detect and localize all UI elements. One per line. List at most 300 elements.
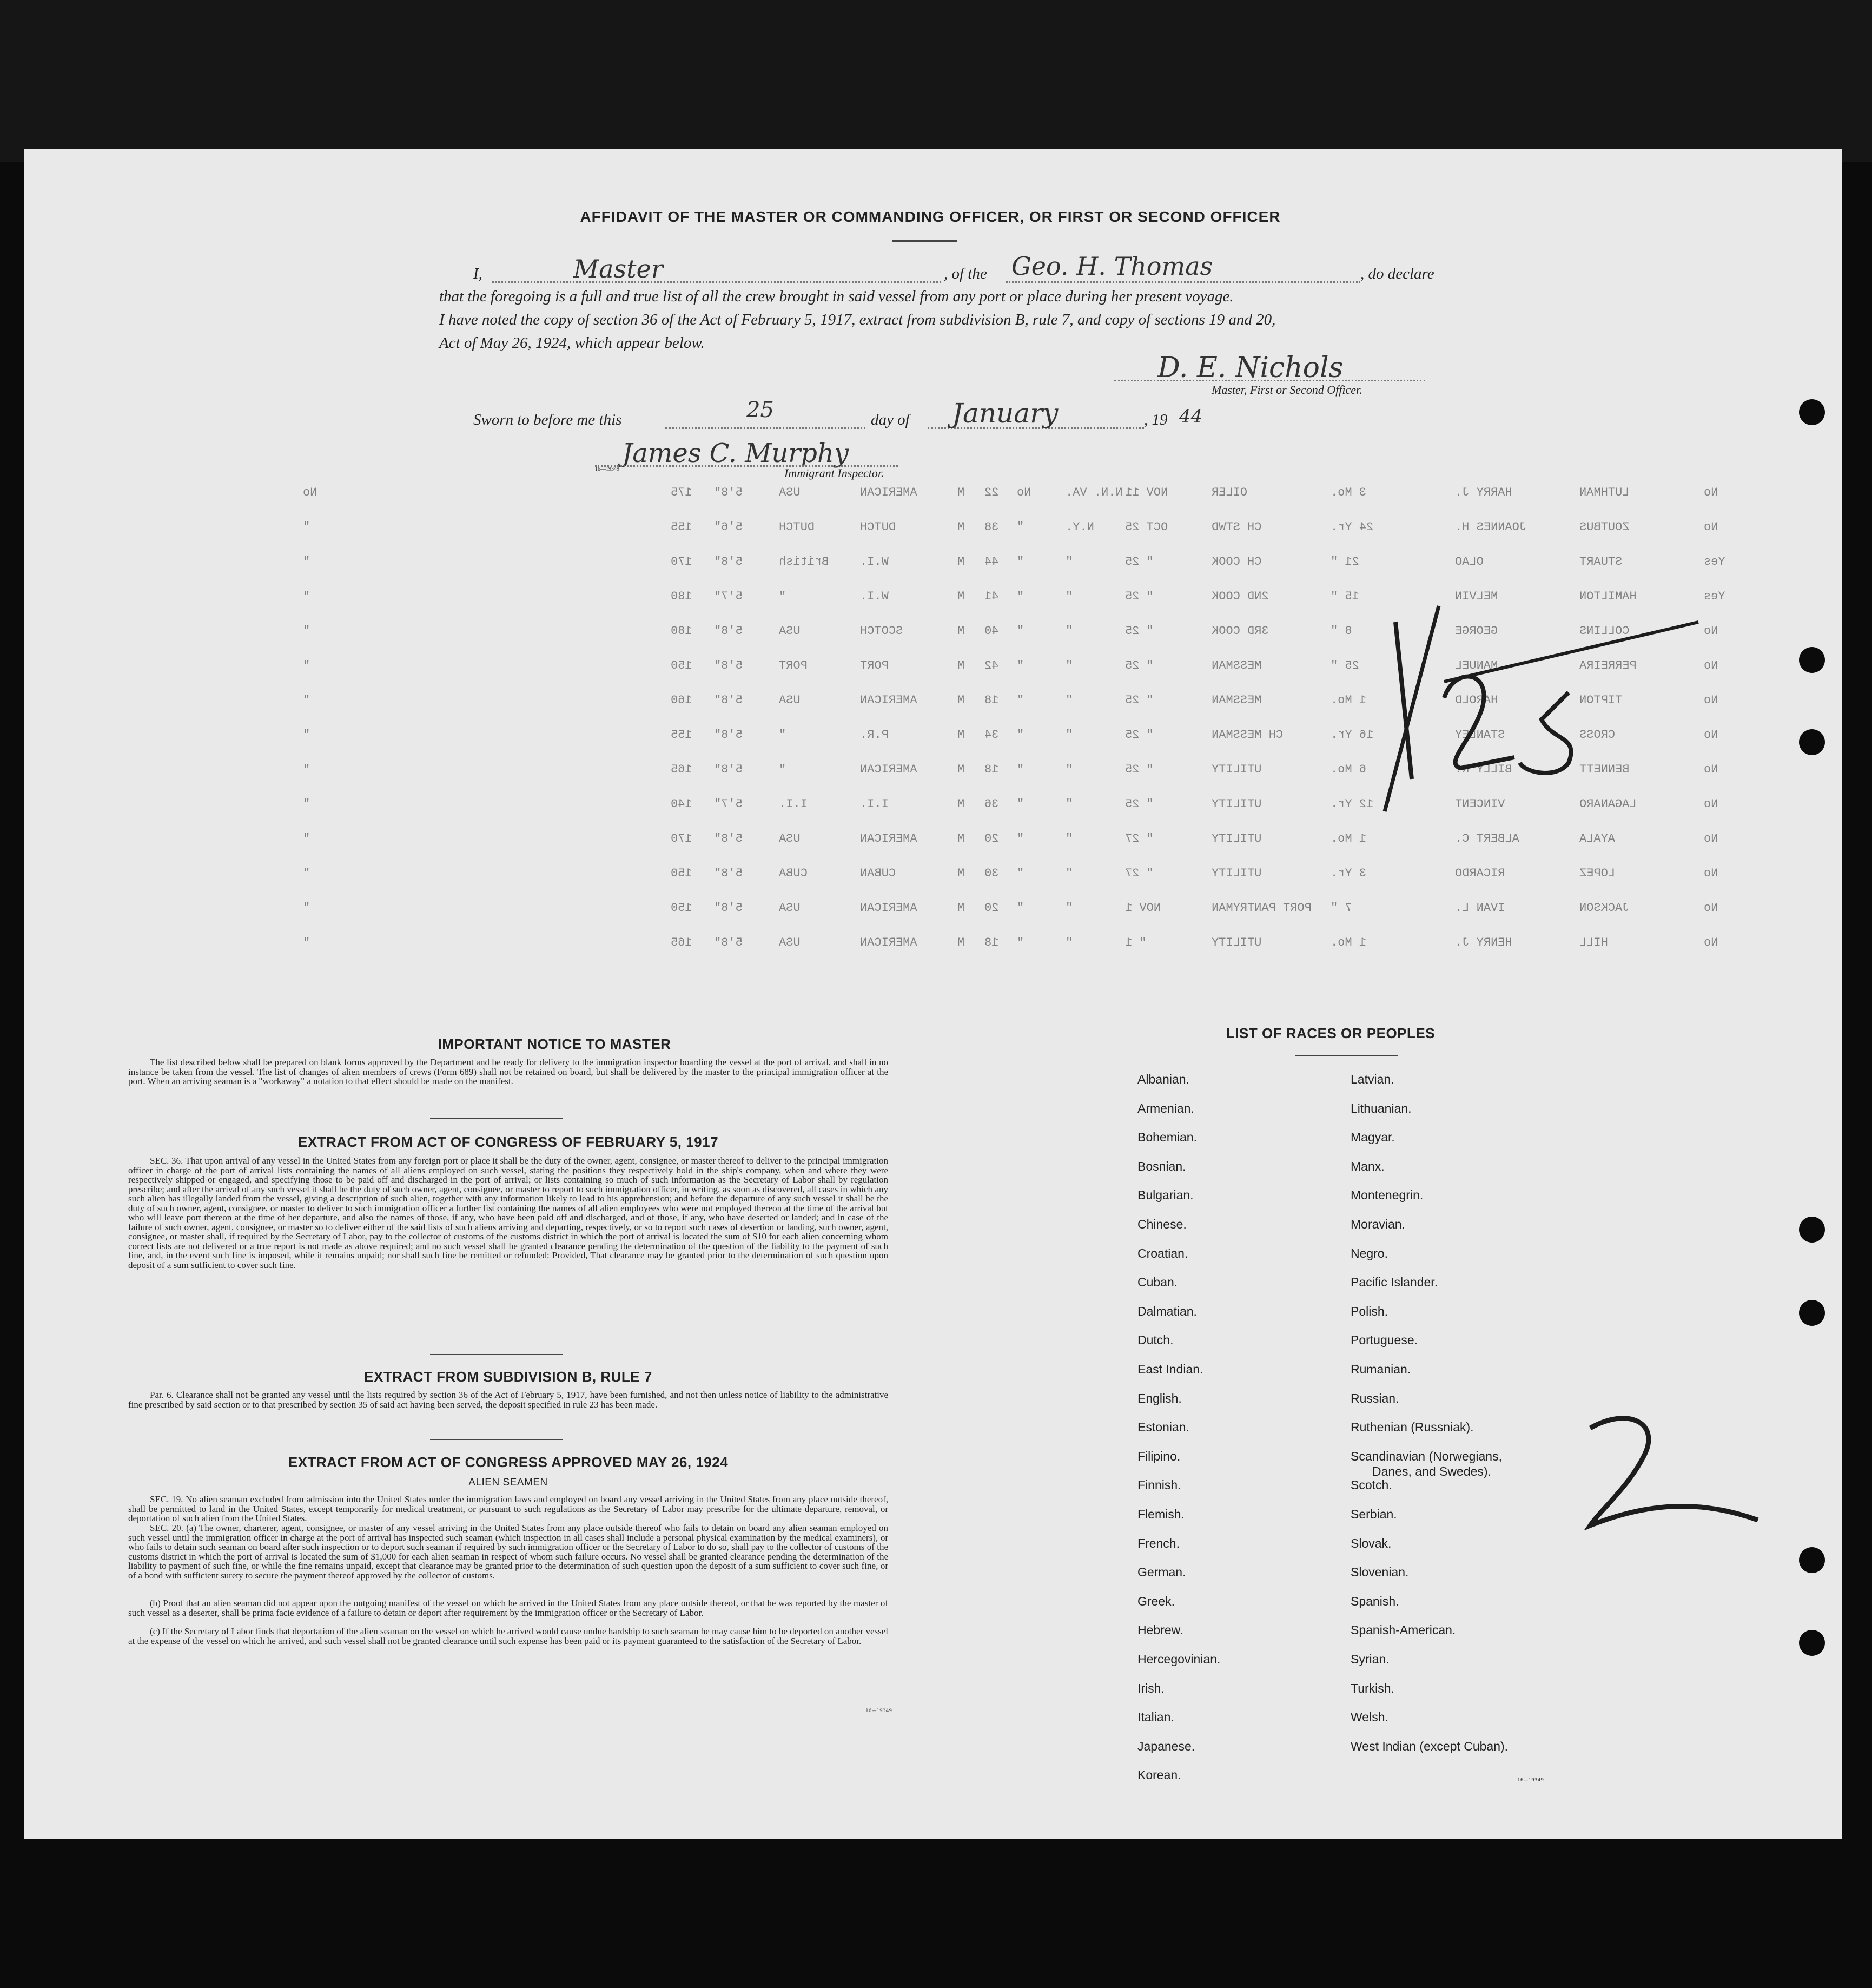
crew-cell: 5'8" [714,867,743,880]
race-item: Chinese. [1137,1217,1187,1231]
sworn-day: 25 [746,398,774,422]
inspector-caption: Immigrant Inspector. [784,466,884,480]
race-item: Magyar. [1351,1130,1395,1145]
crew-cell: M [957,590,965,603]
race-item: Croatian. [1137,1246,1188,1260]
crew-cell: 5'8" [714,936,743,949]
race-item: Manx. [1351,1159,1385,1173]
crew-cell: 150 [671,659,692,672]
crew-cell: " 25 [1125,624,1154,638]
crew-cell: PERREIRA [1579,659,1637,672]
crew-cell: MANUEL [1455,659,1498,672]
crew-cell: 5'8" [714,832,743,846]
crew-cell: AMERICAN [860,832,917,846]
crew-cell: W.I. [860,590,889,603]
crew-cell: MESSMAN [1212,694,1262,707]
sworn-day-line [665,426,865,429]
crew-cell: USA [779,936,801,949]
race-item: Spanish-American. [1351,1623,1456,1637]
crew-cell: 3RD COOK [1212,624,1269,638]
crew-cell: 6 Mo. [1331,763,1367,776]
crew-cell: " 27 [1125,832,1154,846]
crew-cell: 16 Yr. [1331,728,1374,742]
crew-cell: " [1017,520,1024,534]
crew-cell: " [303,659,310,672]
film-border-top [0,0,1872,162]
crew-cell: USA [779,901,801,915]
crew-cell: " [303,728,310,742]
crew-cell: ALBERT C. [1455,832,1519,846]
year-suffix: 44 [1179,406,1203,427]
crew-cell: " [1017,936,1024,949]
crew-cell: PORT PANTRYMAN [1212,901,1312,915]
race-item: Irish. [1137,1681,1165,1695]
crew-cell: AMERICAN [860,763,917,776]
race-item: Dutch. [1137,1333,1174,1348]
crew-cell: HAMILTON [1579,590,1637,603]
crew-cell: " [1066,867,1073,880]
extract-1924-subheading: ALIEN SEAMEN [468,1477,548,1488]
crew-cell: M [957,694,965,707]
crew-cell: 165 [671,763,692,776]
crew-cell: MELVIN [1455,590,1498,603]
crew-cell: 3 Yr. [1331,867,1367,880]
crew-cell: 5'6" [714,520,743,534]
race-item: Russian. [1351,1391,1399,1405]
crew-cell: I.I. [860,797,889,811]
inspector-signature: James C. Murphy [622,438,849,468]
crew-cell: CH COOK [1212,555,1262,569]
crew-row [292,520,1742,537]
extract-1924-heading: EXTRACT FROM ACT OF CONGRESS APPROVED MAY 26, 1924 [288,1454,729,1470]
crew-cell: I.I. [779,797,808,811]
crew-cell: 5'8" [714,694,743,707]
crew-cell: " [1066,763,1073,776]
crew-cell: M [957,867,965,880]
crew-cell: VINCENT [1455,797,1505,811]
crew-cell: AMERICAN [860,486,917,499]
race-item: Flemish. [1137,1507,1185,1521]
crew-cell: " [303,520,310,534]
crew-cell: 1 Mo. [1331,694,1367,707]
crew-cell: 180 [671,590,692,603]
race-item: Latvian. [1351,1072,1394,1086]
race-item: Lithuanian. [1351,1101,1412,1115]
crew-cell: P.R. [860,728,889,742]
crew-row [292,832,1742,848]
crew-cell: UTILITY [1212,797,1262,811]
crew-cell: MESSMAN [1212,659,1262,672]
crew-cell: " [1066,797,1073,811]
crew-cell: 38 [984,520,999,534]
crew-cell: No [1704,832,1718,846]
race-item: English. [1137,1391,1182,1405]
crew-cell: " [303,624,310,638]
punch-hole [1799,1300,1825,1326]
crew-cell: 5'8" [714,763,743,776]
crew-cell: CUBAN [860,867,896,880]
crew-cell: CROSS [1579,728,1616,742]
crew-cell: 34 [984,728,999,742]
sworn-month: January [952,398,1059,429]
crew-cell: LOPEZ [1579,867,1616,880]
crew-cell: UTILITY [1212,936,1262,949]
race-item: French. [1137,1536,1180,1550]
crew-cell: " [1017,901,1024,915]
punch-hole [1799,729,1825,755]
crew-cell: No [1704,936,1718,949]
crew-cell: 18 [984,694,999,707]
crew-cell: " [779,763,786,776]
crew-cell: M [957,486,965,499]
crew-cell: 5'8" [714,901,743,915]
extract-rule7-text: Par. 6. Clearance shall not be granted any vessel until the lists required by section 36 of the Act of February 5, 1917, have been furnished, and not then unless notice of liability to the administrative fine prescribed by said section or to that prescribed by section 35 of said act having been served, the deposit specified in rule 23 has been made. [128,1390,888,1410]
vessel-handwritten: Geo. H. Thomas [1011,252,1213,281]
race-item: East Indian. [1137,1362,1203,1376]
crew-cell: " [1066,901,1073,915]
crew-cell: 150 [671,867,692,880]
crew-cell: " 25 [1125,555,1154,569]
crew-cell: 1 Mo. [1331,832,1367,846]
affidavit-form-number: 16—19349 [595,466,619,472]
race-item: Rumanian. [1351,1362,1411,1376]
crew-cell: " [303,832,310,846]
affidavit-line-1: that the foregoing is a full and true list of all the crew brought in said vessel from any port or place during her present voyage. [439,288,1234,305]
crew-cell: " [1017,797,1024,811]
crew-cell: ZOUTBUS [1579,520,1630,534]
race-item: Albanian. [1137,1072,1189,1086]
race-item: Montenegrin. [1351,1188,1424,1203]
crew-row [292,901,1742,917]
crew-cell: No [1704,728,1718,742]
crew-cell: 1 Mo. [1331,936,1367,949]
crew-row [292,486,1742,502]
race-item: Syrian. [1351,1652,1390,1666]
extract-1924-sec20b: (b) Proof that an alien seaman did not appear upon the outgoing manifest of the vessel on which he arrived in the United States from any place outside thereof, or that he was reported by the master of such vessel as a deserter, shall be prima facie evidence of a failure to detain or deport after requirement by the immigration officer or the Secretary of Labor. [128,1598,888,1618]
affidavit-line-3: Act of May 26, 1924, which appear below. [439,334,705,352]
crew-cell: OLAO [1455,555,1484,569]
crew-cell: " [1066,624,1073,638]
extract-rule7-heading: EXTRACT FROM SUBDIVISION B, RULE 7 [364,1369,652,1385]
race-item: Bulgarian. [1137,1188,1194,1203]
crew-cell: M [957,624,965,638]
section-divider [430,1439,563,1440]
race-item: Finnish. [1137,1478,1181,1492]
do-declare-label: , do declare [1360,265,1434,282]
crew-cell: Yes [1704,590,1725,603]
crew-cell: USA [779,486,801,499]
crew-cell: " [1017,832,1024,846]
crew-cell: 150 [671,901,692,915]
crew-cell: HARRY J. [1455,486,1512,499]
officer-handwritten: Master [573,254,663,283]
crew-cell: 160 [671,694,692,707]
affidavit-title: AFFIDAVIT OF THE MASTER OR COMMANDING OFFICER, OR FIRST OR SECOND OFFICER [580,208,1281,225]
race-item: Serbian. [1351,1507,1397,1521]
crew-cell: 180 [671,624,692,638]
crew-cell: " 25 [1125,797,1154,811]
of-the-label: , of the [944,265,987,282]
notice-heading: IMPORTANT NOTICE TO MASTER [438,1036,671,1052]
crew-cell: " [1066,659,1073,672]
crew-cell: NOV 1 [1125,901,1161,915]
races-form-number: 16—19349 [1517,1778,1544,1783]
crew-cell: " [1066,555,1073,569]
crew-cell: " [303,694,310,707]
crew-cell: 5'8" [714,728,743,742]
crew-cell: 22 [984,486,999,499]
crew-cell: M [957,728,965,742]
crew-cell: 41 [984,590,999,603]
crew-cell: 5'7" [714,797,743,811]
race-item: Scandinavian (Norwegians, [1351,1449,1502,1463]
crew-cell: 24 Yr. [1331,520,1374,534]
crew-cell: " [303,797,310,811]
crew-cell: No [1704,520,1718,534]
crew-cell: 155 [671,728,692,742]
crew-cell: " [1017,555,1024,569]
crew-cell: No [1017,486,1031,499]
officer-line [492,280,941,283]
race-item: Korean. [1137,1768,1181,1782]
section-divider [430,1118,563,1119]
document-page [24,149,1842,1839]
crew-cell: JACKSON [1579,901,1630,915]
race-item: Danes, and Swedes). [1372,1464,1491,1478]
crew-cell: M [957,555,965,569]
race-item: Bosnian. [1137,1159,1186,1173]
section-divider [430,1354,563,1355]
crew-cell: OILER [1212,486,1248,499]
crew-cell: 21 " [1331,555,1359,569]
crew-cell: No [1704,867,1718,880]
race-item: Cuban. [1137,1275,1178,1290]
extract-form-number: 16—19349 [865,1708,892,1714]
extract-1924-sec19: SEC. 19. No alien seaman excluded from admission into the United States under the immigration laws and employed on board any vessel arriving in the United States from any place outside thereof, shall be permitted to land in the United States, except temporarily for medical treatment, or pursuant to such regulations as the Secretary of Labor may prescribe for the ultimate departure, removal, or deportation of such alien from the United States. [128,1494,888,1523]
crew-cell: M [957,936,965,949]
punch-hole [1799,1547,1825,1573]
crew-cell: HENRY J. [1455,936,1512,949]
crew-cell: 44 [984,555,999,569]
crew-cell: " [303,867,310,880]
title-rule [892,240,957,242]
race-item: Slovenian. [1351,1565,1409,1580]
crew-cell: RICARDO [1455,867,1505,880]
crew-cell: 5'8" [714,486,743,499]
race-item: Welsh. [1351,1710,1388,1725]
race-item: Scotch. [1351,1478,1392,1492]
punch-hole [1799,399,1825,425]
crew-cell: 20 [984,901,999,915]
race-item: Negro. [1351,1246,1388,1260]
crew-cell: 20 [984,832,999,846]
crew-cell: " [303,763,310,776]
race-item: Hercegovinian. [1137,1652,1221,1666]
crew-cell: CH MESSMAN [1212,728,1284,742]
crew-cell: LAGANARO [1579,797,1637,811]
crew-cell: UTILITY [1212,867,1262,880]
crew-cell: Yes [1704,555,1725,569]
crew-cell: 165 [671,936,692,949]
races-heading: LIST OF RACES OR PEOPLES [1226,1025,1436,1041]
crew-cell: No [1704,694,1718,707]
race-item: Estonian. [1137,1420,1189,1435]
race-item: German. [1137,1565,1186,1580]
crew-cell: N.N. VA. [1066,486,1123,499]
race-item: Japanese. [1137,1739,1195,1753]
crew-cell: " [303,555,310,569]
crew-cell: " 27 [1125,867,1154,880]
crew-cell: " [1066,694,1073,707]
crew-cell: AMERICAN [860,694,917,707]
crew-cell: SCOTCH [860,624,903,638]
crew-cell: AMERICAN [860,936,917,949]
race-item: Turkish. [1351,1681,1394,1695]
crew-cell: No [1704,624,1718,638]
crew-cell: BENNETT [1579,763,1630,776]
crew-cell: No [1704,901,1718,915]
crew-cell: " [1066,590,1073,603]
crew-cell: DUTCH [860,520,896,534]
crew-cell: 30 [984,867,999,880]
crew-cell: " [1017,659,1024,672]
crew-cell: 8 " [1331,624,1352,638]
crew-cell: British [779,555,829,569]
crew-cell: " [303,590,310,603]
crew-cell: HAROLD [1455,694,1498,707]
handwritten-page-number-2 [1579,1401,1763,1542]
crew-cell: " 25 [1125,694,1154,707]
race-item: Italian. [1137,1710,1174,1725]
crew-cell: " [1017,728,1024,742]
crew-row [292,555,1742,571]
punch-hole [1799,1217,1825,1243]
crew-cell: " [779,728,786,742]
crew-cell: " 25 [1125,728,1154,742]
crew-cell: 25 " [1331,659,1359,672]
crew-cell: 36 [984,797,999,811]
crew-cell: 18 [984,936,999,949]
crew-cell: IVAN L. [1455,901,1505,915]
crew-cell: " [1017,590,1024,603]
crew-cell: " [303,901,310,915]
crew-cell: USA [779,694,801,707]
crew-cell: 2ND COOK [1212,590,1269,603]
race-item: Filipino. [1137,1449,1181,1463]
year-prefix: , 19 [1144,411,1168,428]
crew-cell: AYALA [1579,832,1616,846]
crew-cell: 175 [671,486,692,499]
extract-1924-sec20c: (c) If the Secretary of Labor finds that deportation of the alien seaman on the vessel on which he arrived would cause undue hardship to such seaman he may cause him to be deported on another vessel at the expense of the vessel on which he arrived, and such vessel shall not be granted clearance until such expense has been paid or its payment guaranteed to the satisfaction of the Secretary of Labor. [128,1626,888,1646]
crew-cell: LUTHMAN [1579,486,1630,499]
crew-cell: M [957,832,965,846]
race-item: Spanish. [1351,1594,1399,1608]
crew-cell: USA [779,624,801,638]
crew-cell: M [957,659,965,672]
punch-hole [1799,647,1825,673]
crew-cell: 5'8" [714,659,743,672]
crew-cell: No [1704,486,1718,499]
crew-cell: NOV 11 [1125,486,1168,499]
race-item: Dalmatian. [1137,1304,1197,1318]
crew-cell: No [1704,763,1718,776]
crew-cell: OCT 25 [1125,520,1168,534]
crew-cell: 15 " [1331,590,1359,603]
i-label: I, [473,265,482,282]
race-item: Greek. [1137,1594,1175,1608]
crew-cell: " [779,590,786,603]
crew-cell: 155 [671,520,692,534]
handwritten-tally-1-25 [1374,600,1720,817]
race-item: Slovak. [1351,1536,1392,1550]
crew-cell: PORT [779,659,808,672]
crew-cell: " 25 [1125,659,1154,672]
master-signature: D. E. Nichols [1157,352,1344,384]
crew-cell: 170 [671,832,692,846]
race-item: Armenian. [1137,1101,1194,1115]
crew-cell: M [957,763,965,776]
crew-cell: " [303,936,310,949]
crew-cell: PORT [860,659,889,672]
race-item: Portuguese. [1351,1333,1418,1348]
crew-cell: " [1017,624,1024,638]
crew-cell: No [1704,659,1718,672]
extract-1924-sec20a: SEC. 20. (a) The owner, charterer, agent, consignee, or master of any vessel arriving in the United States from any place outside thereof who fails to detain on board any alien seaman employed on such vessel until the immigration officer in charge at the port of arrival has inspected such seaman (which inspection in all cases shall include a personal physical examination by the medical examiners), or who fails to detain such seaman on board after such inspection or to deport such seaman if required by such immigration officer or the Secretary of Labor to do so, shall pay to the collector of customs of the customs district in which the port of arrival is located the sum of $1,000 for each alien seaman in respect of whom such failure occurs. No vessel shall be granted clearance pending the determination of the liability to payment of such fine, or while the fine remains unpaid, except that clearance may be granted prior to the determination of such question upon the deposit of a sum sufficient to cover such fine, or of a bond with sufficient surety to secure the payment thereof approved by the collector of customs. [128,1523,888,1581]
crew-cell: No [303,486,317,499]
crew-row [292,936,1742,952]
crew-cell: USA [779,832,801,846]
crew-cell: 140 [671,797,692,811]
extract-1917-text: SEC. 36. That upon arrival of any vessel in the United States from any foreign port or place it shall be the duty of the owner, agent, consignee, or master thereof to deliver to the principal immigration officer in charge of the port of arrival lists containing the names of all aliens employed on such vessel, stating the positions they respectively hold in the ship's company, when and where they were respectively shipped or engaged, and specifying those to be paid off and discharged in the port of arrival; or lists containing so much of such information as the Secretary of Labor shall by regulation prescribe; and after the arrival of any such vessel it shall be the duty of such owner, agent, consignee, or master to report to such immigration officer, in writing, as soon as discovered, all cases in which any such alien has illegally landed from the vessel, giving a description of such alien, together with any information likely to lead to his apprehension; and before the departure of any such vessel it shall be the duty of such owner, agent, consignee, or master to deliver to such immigration officer a further list containing the names of all alien employees who were not employed thereon at the time of the arrival but who will leave port thereon at the time of her departure, and also the names of those, if any, who have been paid off and discharged, and of those, if any, who have deserted or landed; and in case of the failure of such owner, agent, consignee, or master so to deliver either of the said lists of such aliens arriving and departing, respectively, or so to report such cases of desertion or landing, such owner, agent, consignee, or master shall, if required by the Secretary of Labor, pay to the collector of customs of the customs district in which the port of arrival is located the sum of $10 for each alien concerning whom correct lists are not delivered or a true report is not made as above required; and no such vessel shall be granted clearance pending the determination of the question of the liability to the payment of such fine, and, in the event such fine is imposed, while it remains unpaid; nor shall such fine be remitted or refunded: Provided, That clearance may be granted prior to the determination of such question upon deposit of a sum sufficient to cover such fine. [128,1155,888,1270]
crew-cell: 12 Yr. [1331,797,1374,811]
crew-cell: GEORGE [1455,624,1498,638]
race-item: Ruthenian (Russniak). [1351,1420,1474,1435]
crew-cell: 5'8" [714,555,743,569]
crew-cell: " [1066,832,1073,846]
crew-cell: N.Y. [1066,520,1094,534]
master-signature-line [1114,379,1425,381]
race-item: West Indian (except Cuban). [1351,1739,1509,1753]
sworn-label: Sworn to before me this [473,411,622,428]
affidavit-line-2: I have noted the copy of section 36 of the Act of February 5, 1917, extract from subdivision B, rule 7, and copy of sections 19 and 20, [439,311,1276,328]
crew-cell: " [1017,694,1024,707]
crew-cell: CUBA [779,867,808,880]
extract-1917-heading: EXTRACT FROM ACT OF CONGRESS OF FEBRUARY 5, 1917 [297,1134,719,1150]
crew-cell: 3 Mo. [1331,486,1367,499]
crew-cell: 40 [984,624,999,638]
crew-cell: 42 [984,659,999,672]
crew-cell: " [1066,936,1073,949]
crew-cell: DUTCH [779,520,815,534]
crew-cell: M [957,797,965,811]
crew-cell: AMERICAN [860,901,917,915]
crew-cell: " [1066,728,1073,742]
crew-cell: JOANNES H. [1455,520,1527,534]
crew-cell: STANLEY [1455,728,1505,742]
race-item: Bohemian. [1137,1130,1197,1145]
crew-cell: No [1704,797,1718,811]
crew-cell: " 25 [1125,590,1154,603]
crew-cell: M [957,520,965,534]
race-item: Pacific Islander. [1351,1275,1438,1290]
notice-text: The list described below shall be prepared on blank forms approved by the Department and be ready for delivery to the immigration inspector boarding the vessel at the port of arrival, and shall in no instance be taken from the vessel. The list of changes of alien members of crews (Form 689) shall not be retained on board, but shall be delivered by the master to the principal immigration officer at the port. When an arriving seaman is a "workaway" a notation to that effect should be made on the manifest. [128,1057,888,1086]
crew-cell: " [1017,867,1024,880]
crew-cell: 5'8" [714,624,743,638]
race-item: Hebrew. [1137,1623,1183,1637]
crew-row [292,867,1742,883]
crew-cell: CH STWD [1212,520,1262,534]
crew-cell: COLLINS [1579,624,1630,638]
